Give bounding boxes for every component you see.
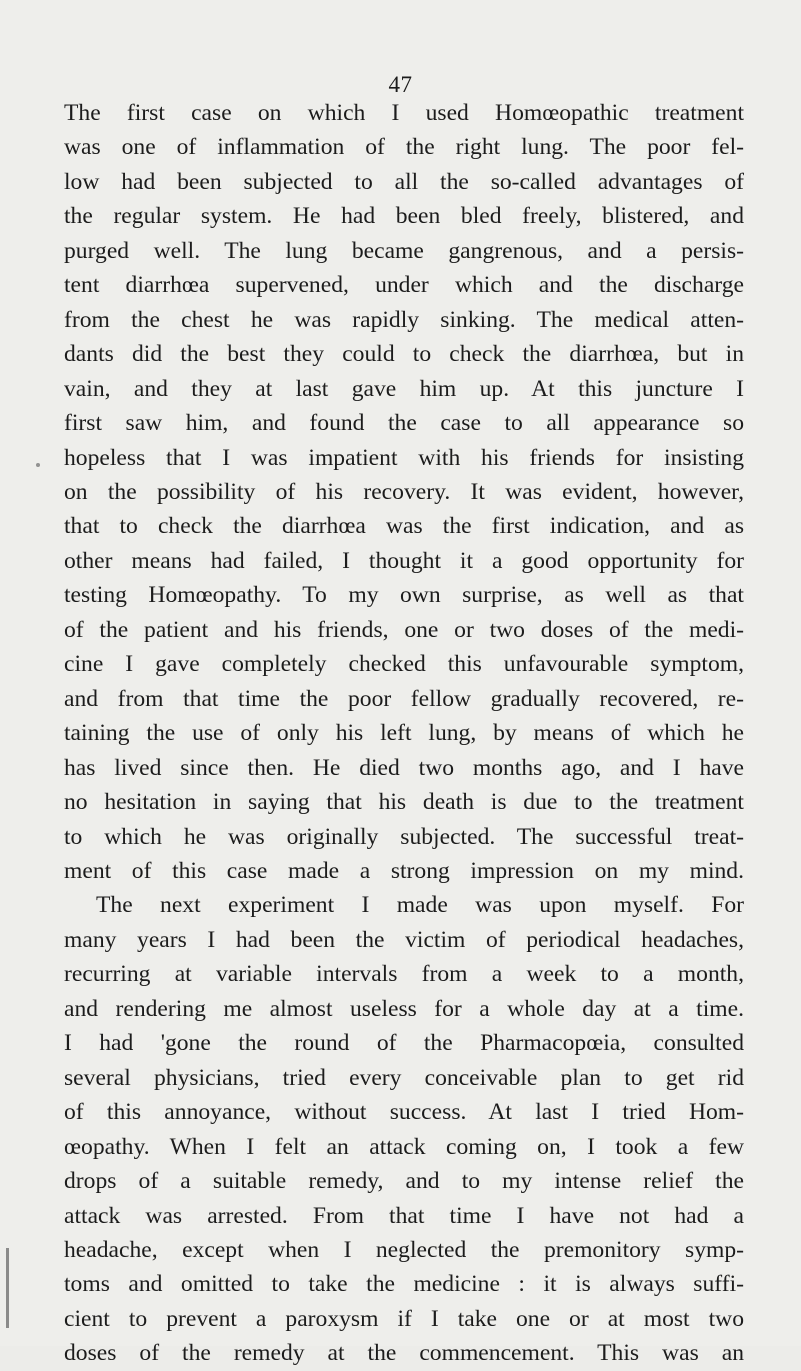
text-line: and rendering me almost useless for a whole day at a time. xyxy=(64,995,744,1022)
paragraph-start-line: The next experiment I made was upon myself. For xyxy=(96,892,744,919)
text-line: attack was arrested. From that time I have not had a xyxy=(64,1202,744,1229)
text-line: œopathy. When I felt an attack coming on, I took a few xyxy=(64,1133,744,1160)
text-line: first saw him, and found the case to all appearance so xyxy=(64,410,744,437)
text-line: toms and omitted to take the medicine : it is always suffi- xyxy=(64,1271,744,1298)
text-line: the regular system. He had been bled freely, blistered, and xyxy=(64,203,744,230)
text-line: testing Homœopathy. To my own surprise, as well as that xyxy=(64,582,744,609)
text-line: I had 'gone the round of the Pharmacopœia, consulted xyxy=(64,1030,744,1057)
text-line: several physicians, tried every conceivable plan to get rid xyxy=(64,1064,744,1091)
text-line: vain, and they at last gave him up. At this juncture I xyxy=(64,375,744,402)
text-line: tent diarrhœa supervened, under which and the discharge xyxy=(64,272,744,299)
text-line: dants did the best they could to check the diarrhœa, but in xyxy=(64,341,744,368)
text-line: doses of the remedy at the commencement. This was an xyxy=(64,1340,744,1367)
text-line: low had been subjected to all the so-called advantages of xyxy=(64,168,744,195)
text-line: cine I gave completely checked this unfavourable symptom, xyxy=(64,651,744,678)
text-line: drops of a suitable remedy, and to my intense relief the xyxy=(64,1168,744,1195)
text-line: cient to prevent a paroxysm if I take one or at most two xyxy=(64,1305,744,1332)
text-line: and from that time the poor fellow gradually recovered, re- xyxy=(64,685,744,712)
text-line: of this annoyance, without success. At last I tried Hom- xyxy=(64,1099,744,1126)
ink-speck xyxy=(36,463,40,467)
text-line: purged well. The lung became gangrenous, and a persis- xyxy=(64,237,744,264)
text-line: headache, except when I neglected the premonitory symp- xyxy=(64,1236,744,1263)
text-line: taining the use of only his left lung, by means of which he xyxy=(64,720,744,747)
text-line: recurring at variable intervals from a week to a month, xyxy=(64,961,744,988)
text-line: many years I had been the victim of periodical headaches, xyxy=(64,926,744,953)
text-line: on the possibility of his recovery. It was evident, however, xyxy=(64,478,744,505)
text-line: no hesitation in saying that his death is due to the treatment xyxy=(64,789,744,816)
text-line: to which he was originally subjected. The successful treat- xyxy=(64,823,744,850)
text-line: hopeless that I was impatient with his friends for insisting xyxy=(64,444,744,471)
text-line: other means had failed, I thought it a good opportunity for xyxy=(64,547,744,574)
margin-mark xyxy=(6,1248,9,1328)
text-line: has lived since then. He died two months ago, and I have xyxy=(64,754,744,781)
text-line: The first case on which I used Homœopathic treatment xyxy=(64,100,744,126)
text-line: of the patient and his friends, one or two doses of the medi- xyxy=(64,616,744,643)
text-line: that to check the diarrhœa was the first indication, and as xyxy=(64,513,744,540)
text-line: from the chest he was rapidly sinking. The medical atten- xyxy=(64,306,744,333)
page-number: 47 xyxy=(388,72,413,97)
text-line: ment of this case made a strong impression on my mind. xyxy=(64,857,744,884)
body-text xyxy=(64,96,744,1371)
text-line: was one of inflammation of the right lung. The poor fel- xyxy=(64,134,744,161)
